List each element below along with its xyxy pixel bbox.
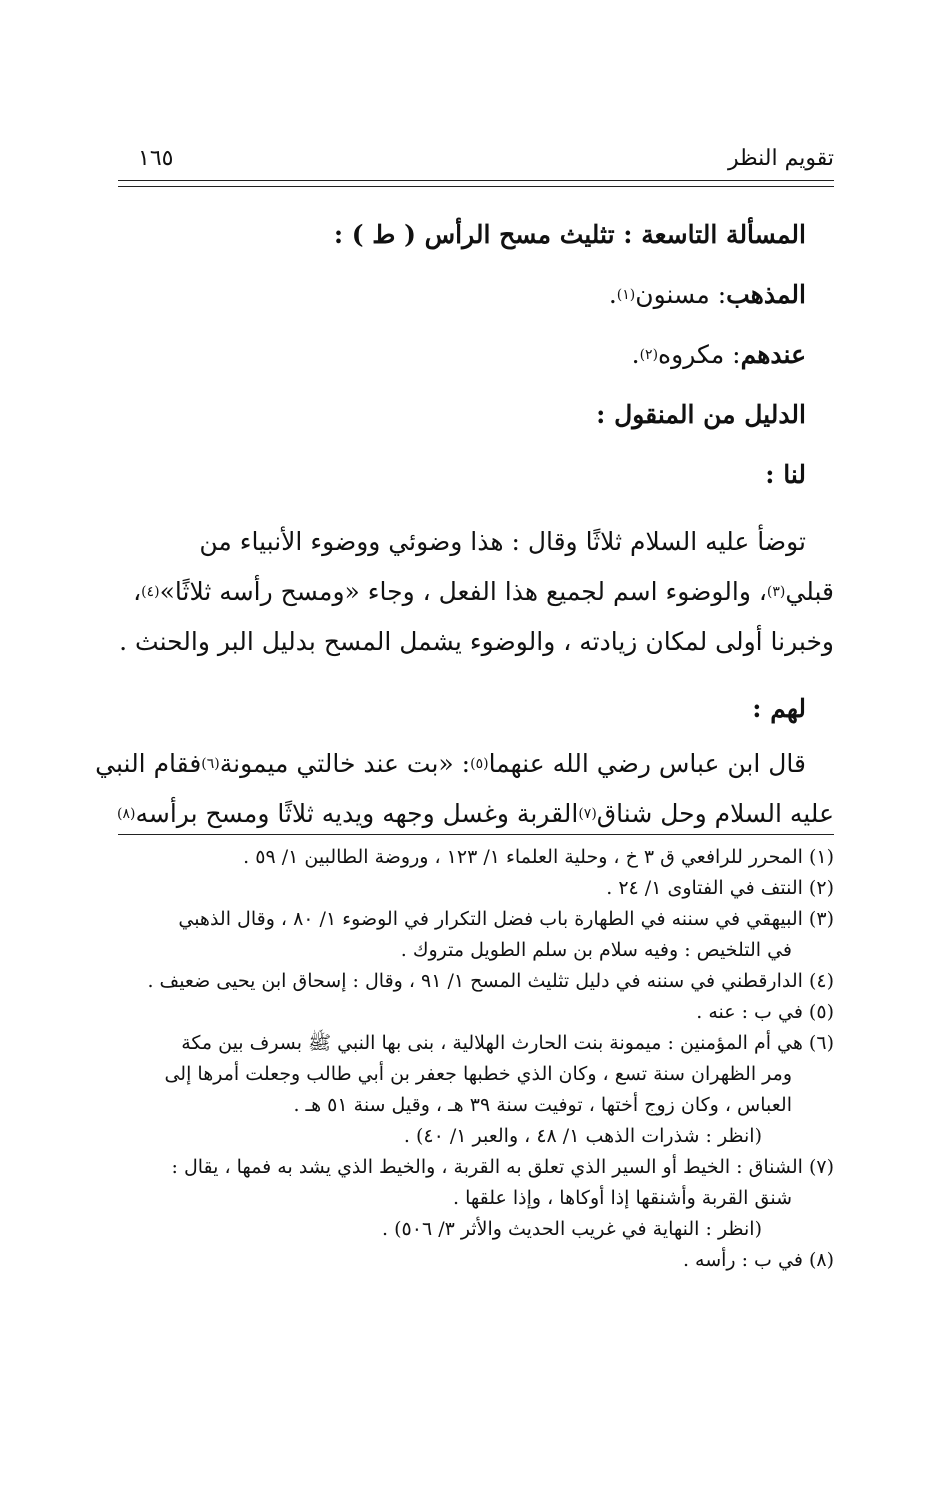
evidence-heading bbox=[118, 385, 834, 445]
header-title: تقويم النظر bbox=[727, 146, 834, 171]
footnote-2: (٢) النتف في الفتاوى ١/ ٢٤ . bbox=[606, 877, 834, 899]
lana-paragraph-line-1 bbox=[118, 517, 834, 567]
issue-heading bbox=[118, 205, 834, 265]
lahum-line-2: عليه السلام وحل شناق (٧) القربة وغسل وجهه ويديه ثلاثًا ومسح برأسه (٨) bbox=[117, 799, 834, 828]
footnote-4: (٤) الدارقطني في سننه في دليل تثليث المسح ١/ ٩١ ، وقال : إسحاق ابن يحيى ضعيف . bbox=[147, 970, 834, 992]
lahum-text-1b: : «بت عند خالتي ميمونة bbox=[219, 749, 471, 778]
footnote-7-continued: شنق القربة وأشنقها إذا أوكاها ، وإذا علقها . bbox=[453, 1187, 792, 1209]
lana-paragraph-line-3 bbox=[118, 617, 834, 667]
spacer bbox=[118, 667, 834, 679]
lahum-text-1a: قال ابن عباس رضي الله عنهما bbox=[488, 749, 806, 778]
footnotes bbox=[118, 842, 834, 1276]
indahum-value: : مكروه bbox=[658, 340, 741, 369]
lana-paragraph-line-2: قبلي (٣) ، والوضوء اسم لجميع هذا الفعل ، وجاء «ومسح رأسه ثلاثًا» (٤) ، bbox=[133, 577, 834, 606]
footnote-3: (٣) البيهقي في سننه في الطهارة باب فضل التكرار في الوضوء ١/ ٨٠ ، وقال الذهبي bbox=[178, 908, 834, 930]
spacer bbox=[118, 505, 834, 517]
header-rule-double bbox=[118, 186, 834, 187]
footnote-6-continued-2: العباس ، وكان زوج أختها ، توفيت سنة ٣٩ هـ ، وقيل سنة ٥١ هـ . bbox=[293, 1094, 792, 1116]
indahum-label: عندهم bbox=[740, 340, 806, 369]
page-number: ١٦٥ bbox=[138, 146, 174, 171]
footnote-1: (١) المحرر للرافعي ق ٣ خ ، وحلية العلماء ١/ ١٢٣ ، وروضة الطالبين ١/ ٥٩ . bbox=[243, 846, 834, 868]
lana-text-2b: ، والوضوء اسم لجميع هذا الفعل ، وجاء «ومسح رأسه ثلاثًا» bbox=[159, 577, 767, 606]
lana-text-2c: ، bbox=[133, 577, 142, 606]
lana-text-3: وخبرنا أولى لمكان زيادته ، والوضوء يشمل المسح بدليل البر والحنث . bbox=[119, 627, 834, 656]
footnote-6-reference: (انظر : شذرات الذهب ١/ ٤٨ ، والعبر ١/ ٤٠) . bbox=[403, 1125, 762, 1147]
footnote-6-continued-1: ومر الظهران سنة تسع ، وكان الذي خطبها جعفر بن أبي طالب وجعلت أمرها إلى bbox=[164, 1063, 792, 1085]
lana-text-1: توضأ عليه السلام ثلاثًا وقال : هذا وضوئي ووضوء الأنبياء من bbox=[199, 527, 806, 556]
lana-heading bbox=[118, 445, 834, 505]
footnote-3-continued: في التلخيص : وفيه سلام بن سلم الطويل متروك . bbox=[400, 939, 792, 961]
lahum-text-2b: القربة وغسل وجهه ويديه ثلاثًا ومسح برأسه bbox=[135, 799, 579, 828]
footnote-6: (٦) هي أم المؤمنين : ميمونة بنت الحارث الهلالية ، بنى بها النبي ﷺ بسرف بين مكة bbox=[181, 1032, 834, 1054]
main-text bbox=[95, 205, 834, 839]
lahum-line-1: قال ابن عباس رضي الله عنهما (٥) : «بت عند خالتي ميمونة (٦) فقام النبي bbox=[95, 749, 806, 778]
footnote-8: (٨) في ب : رأسه . bbox=[682, 1249, 834, 1271]
evidence-heading-text: الدليل من المنقول : bbox=[596, 400, 806, 429]
lahum-heading bbox=[118, 679, 834, 739]
issue-heading-text: المسألة التاسعة : تثليث مسح الرأس ( ط ) : bbox=[333, 220, 806, 249]
header-rule bbox=[118, 180, 834, 181]
lahum-text-2a: عليه السلام وحل شناق bbox=[596, 799, 834, 828]
indahum-line: عندهم : مكروه (٢) . bbox=[631, 340, 806, 369]
footnote-7: (٧) الشناق : الخيط أو السير الذي تعلق به القربة ، والخيط الذي يشد به فمها ، يقال : bbox=[171, 1156, 834, 1178]
lahum-heading-text: لهم : bbox=[752, 694, 806, 723]
lana-heading-text: لنا : bbox=[765, 460, 806, 489]
lana-text-2a: قبلي bbox=[785, 577, 834, 606]
footnote-divider bbox=[118, 834, 834, 835]
lahum-text-1c: فقام النبي bbox=[95, 749, 202, 778]
madhhab-end: . bbox=[608, 280, 617, 309]
madhhab-label: المذهب bbox=[726, 280, 806, 309]
footnote-5: (٥) في ب : عنه . bbox=[696, 1001, 834, 1023]
madhhab-value: : مسنون bbox=[635, 280, 727, 309]
running-header bbox=[118, 138, 834, 178]
indahum-end: . bbox=[631, 340, 640, 369]
madhhab-line: المذهب : مسنون (١) . bbox=[608, 280, 806, 309]
footnote-7-reference: (انظر : النهاية في غريب الحديث والأثر ٣/ ٥٠٦) . bbox=[382, 1218, 762, 1240]
